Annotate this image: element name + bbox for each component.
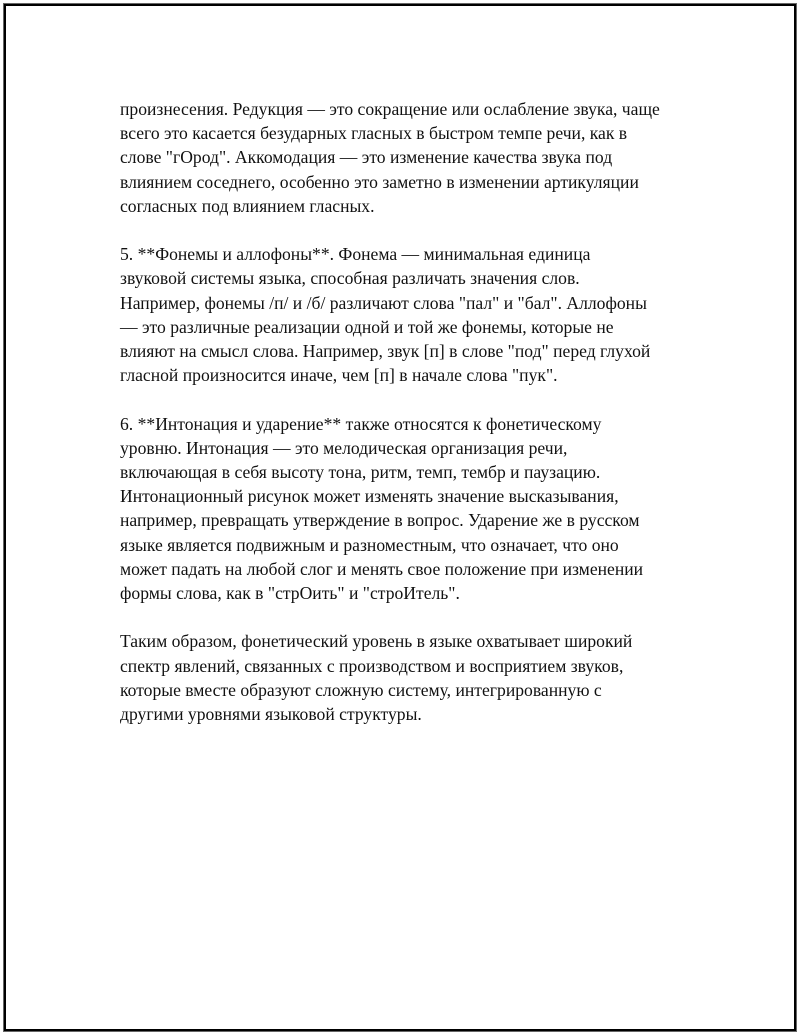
document-page — [4, 4, 796, 1031]
text-line: слове "гОрод". Аккомодация — это изменение качества звука под — [120, 147, 613, 168]
text-line: влияют на смысл слова. Например, звук [п] в слове "под" перед глухой — [120, 341, 651, 362]
paragraph-conclusion — [120, 629, 700, 726]
text-line: Таким образом, фонетический уровень в языке охватывает широкий — [120, 631, 633, 652]
paragraph-reduction-accommodation — [120, 97, 700, 218]
text-line: спектр явлений, связанных с производством и восприятием звуков, — [120, 655, 624, 676]
document-body — [120, 97, 700, 750]
text-line: произнесения. Редукция — это сокращение или ослабление звука, чаще — [120, 99, 660, 119]
text-line: Интонационный рисунок может изменять значение высказывания, — [120, 486, 619, 507]
text-line: может падать на любой слог и менять свое положение при изменении — [120, 558, 644, 579]
text-line: формы слова, как в "стрОить" и "строИтель". — [120, 583, 460, 604]
paragraph-intonation-stress — [120, 412, 700, 606]
text-line: другими уровнями языковой структуры. — [120, 704, 422, 725]
text-line: 5. **Фонемы и аллофоны**. Фонема — минимальная единица — [120, 244, 591, 265]
text-line: которые вместе образуют сложную систему, интегрированную с — [120, 679, 602, 700]
text-line: например, превращать утверждение в вопрос. Ударение же в русском — [120, 510, 640, 531]
text-line: звуковой системы языка, способная различать значения слов. — [120, 268, 580, 289]
text-line: всего это касается безударных гласных в быстром темпе речи, как в — [120, 123, 628, 144]
text-line: уровню. Интонация — это мелодическая организация речи, — [120, 437, 568, 458]
text-line: влиянием соседнего, особенно это заметно в изменении артикуляции — [120, 171, 639, 192]
text-line: гласной произносится иначе, чем [п] в начале слова "пук". — [120, 365, 558, 386]
text-line: языке является подвижным и разноместным, что означает, что оно — [120, 534, 619, 555]
text-line: 6. **Интонация и ударение** также относятся к фонетическому — [120, 413, 602, 434]
text-line: согласных под влиянием гласных. — [120, 195, 375, 216]
text-line: включающая в себя высоту тона, ритм, темп, тембр и паузацию. — [120, 462, 601, 483]
text-line: Например, фонемы /п/ и /б/ различают слова "пал" и "бал". Аллофоны — [120, 292, 647, 313]
text-line: — это различные реализации одной и той же фонемы, которые не — [120, 316, 614, 337]
paragraph-phonemes-allophones — [120, 242, 700, 387]
